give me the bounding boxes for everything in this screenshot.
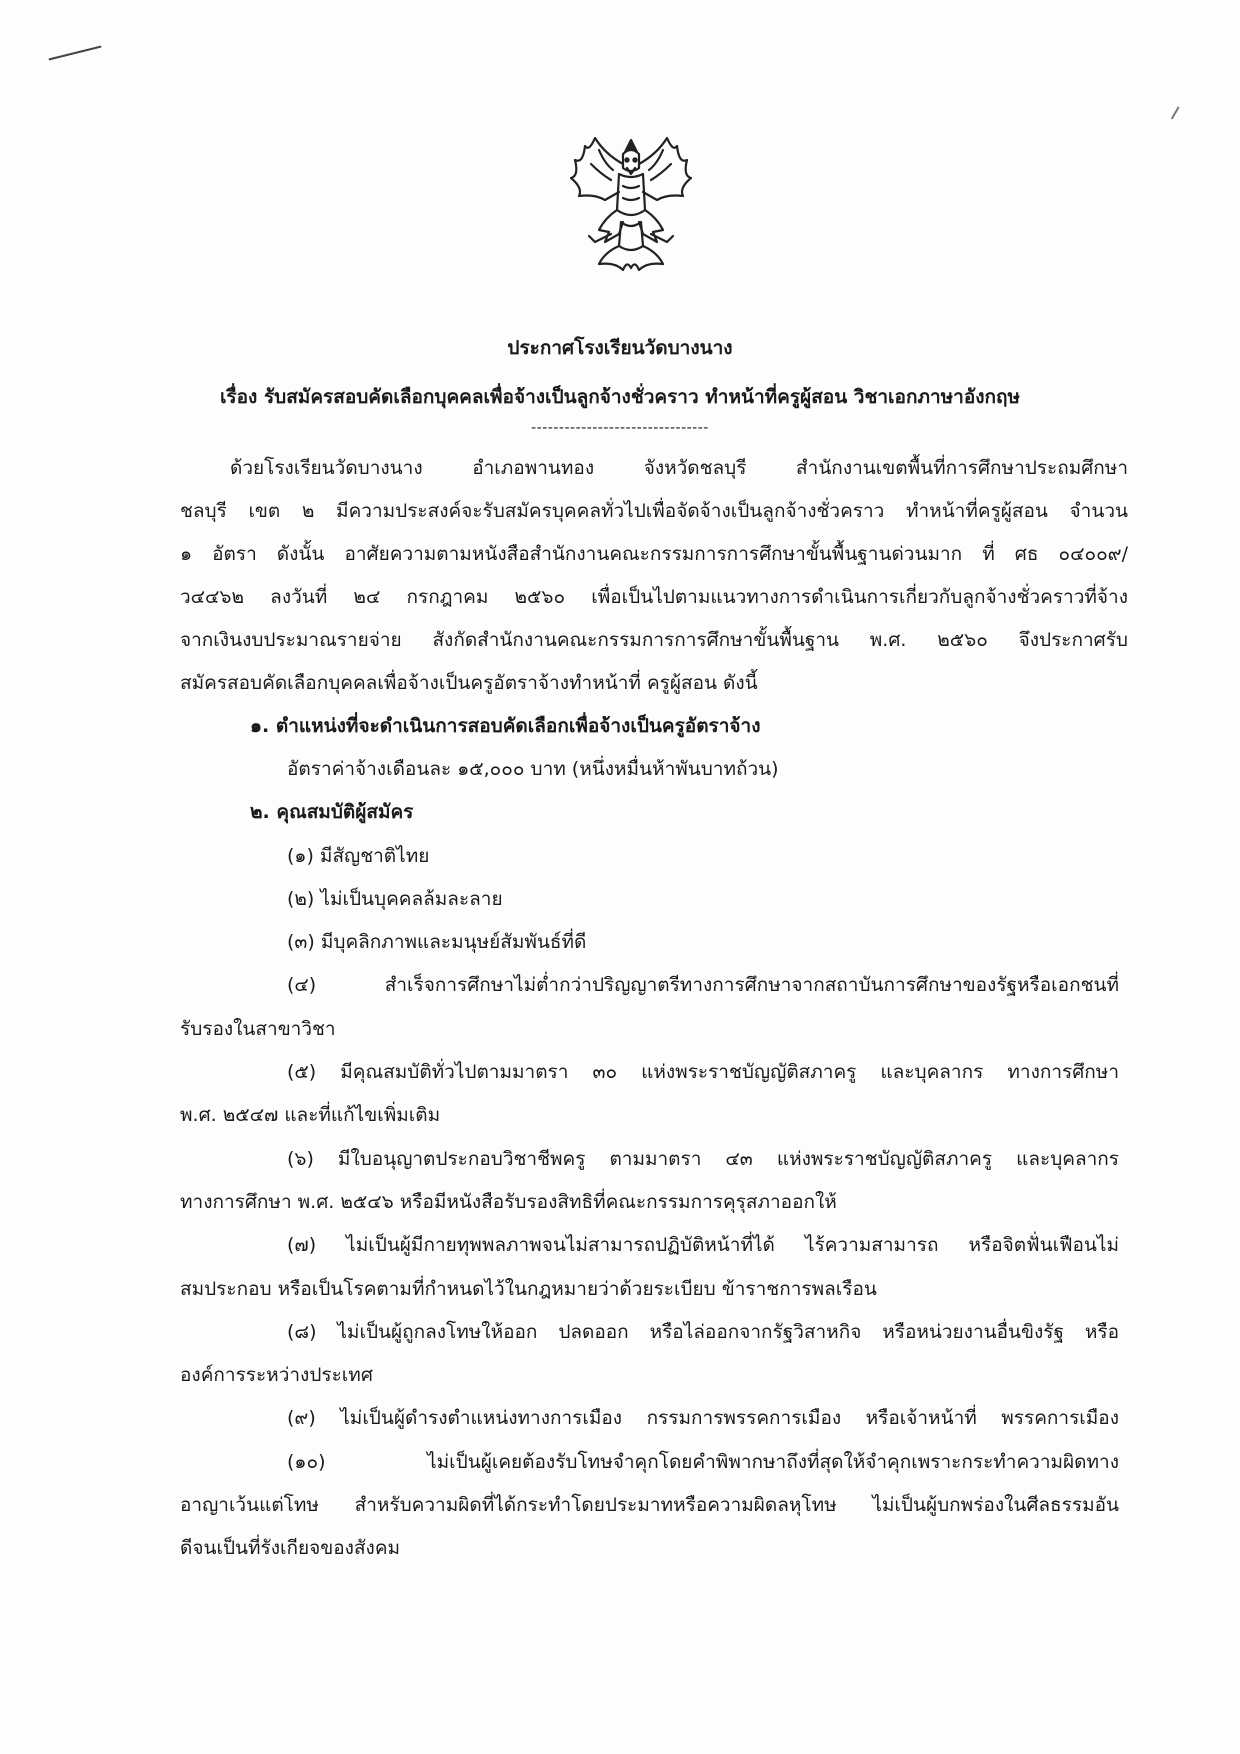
qualification-item: (๕) มีคุณสมบัติทั่วไปตามมาตรา ๓๐ แห่งพระราชบัญญัติสภาครู และบุคลากร ทางการศึกษา [287,1061,1119,1083]
title-divider: -------------------------------- [531,420,709,436]
qualification-item-cont: ดีจนเป็นที่รังเกียจของสังคม [180,1537,401,1559]
qualification-item: (๑) มีสัญชาติไทย [287,845,430,867]
qualification-item: (๔) สำเร็จการศึกษาไม่ต่ำกว่าปริญญาตรีทางการศึกษาจากสถาบันการศึกษาของรัฐหรือเอกชนที่ [287,974,1119,996]
intro-line: ว๔๔๖๒ ลงวันที่ ๒๔ กรกฎาคม ๒๕๖๐ เพื่อเป็นไปตามแนวทางการดำเนินการเกี่ยวกับลูกจ้างชั่วคราวที่จ้าง [180,586,1128,608]
document-title: ประกาศโรงเรียนวัดบางนาง [507,337,733,359]
scan-mark [49,45,102,60]
qualification-item-cont: รับรองในสาขาวิชา [180,1018,336,1040]
document-subject: เรื่อง รับสมัครสอบคัดเลือกบุคคลเพื่อจ้างเป็นลูกจ้างชั่วคราว ทำหน้าที่ครูผู้สอน วิชาเอกภาษาอังกฤษ [219,386,1021,408]
qualification-item-cont: สมประกอบ หรือเป็นโรคตามที่กำหนดไว้ในกฎหมายว่าด้วยระเบียบ ข้าราชการพลเรือน [180,1278,877,1300]
qualification-item-cont: องค์การระหว่างประเทศ [180,1364,373,1386]
qualification-item: (๓) มีบุคลิกภาพและมนุษย์สัมพันธ์ที่ดี [287,931,587,953]
intro-line: ด้วยโรงเรียนวัดบางนาง อำเภอพานทอง จังหวัดชลบุรี สำนักงานเขตพื้นที่การศึกษาประถมศึกษา [230,457,1128,479]
intro-line: สมัครสอบคัดเลือกบุคคลเพื่อจ้างเป็นครูอัตราจ้างทำหน้าที่ ครูผู้สอน ดังนี้ [180,672,758,694]
qualification-item-cont: อาญาเว้นแต่โทษ สำหรับความผิดที่ได้กระทำโดยประมาทหรือความผิดลหุโทษ ไม่เป็นผู้บกพร่องในศีลธรรมอัน [180,1494,1119,1516]
section-1-heading: ๑. ตำแหน่งที่จะดำเนินการสอบคัดเลือกเพื่อจ้างเป็นครูอัตราจ้าง [250,715,761,737]
intro-line: จากเงินงบประมาณรายจ่าย สังกัดสำนักงานคณะกรรมการการศึกษาขั้นพื้นฐาน พ.ศ. ๒๕๖๐ จึงประกาศรับ [180,629,1128,651]
qualification-item: (๙) ไม่เป็นผู้ดำรงตำแหน่งทางการเมือง กรรมการพรรคการเมือง หรือเจ้าหน้าที่ พรรคการเมือง [287,1407,1119,1429]
wage-text: อัตราค่าจ้างเดือนละ ๑๕,๐๐๐ บาท (หนึ่งหมื่นห้าพันบาทถ้วน) [287,758,779,780]
qualification-item-cont: ทางการศึกษา พ.ศ. ๒๕๔๖ หรือมีหนังสือรับรองสิทธิที่คณะกรรมการคุรุสภาออกให้ [180,1191,837,1213]
intro-line: ๑ อัตรา ดังนั้น อาศัยความตามหนังสือสำนักงานคณะกรรมการการศึกษาขั้นพื้นฐานด่วนมาก ที่ ศธ ๐๔๐๐๙/ [180,543,1128,565]
qualification-item: (๖) มีใบอนุญาตประกอบวิชาชีพครู ตามมาตรา ๔๓ แห่งพระราชบัญญัติสภาครู และบุคลากร [287,1148,1119,1170]
qualification-item: (๑๐) ไม่เป็นผู้เคยต้องรับโทษจำคุกโดยคำพิพากษาถึงที่สุดให้จำคุกเพราะกระทำความผิดทาง [287,1451,1119,1473]
garuda-emblem-icon [565,130,697,280]
section-2-heading: ๒. คุณสมบัติผู้สมัคร [250,801,414,823]
qualification-item: (๘) ไม่เป็นผู้ถูกลงโทษให้ออก ปลดออก หรือไล่ออกจากรัฐวิสาหกิจ หรือหน่วยงานอื่นขิงรัฐ หรือ [287,1321,1119,1343]
intro-line: ชลบุรี เขต ๒ มีความประสงค์จะรับสมัครบุคคลทั่วไปเพื่อจัดจ้างเป็นลูกจ้างชั่วคราว ทำหน้าที่ครูผู้สอน จำนวน [180,500,1128,522]
qualification-item-cont: พ.ศ. ๒๕๔๗ และที่แก้ไขเพิ่มเติม [180,1104,441,1126]
qualification-item: (๒) ไม่เป็นบุคคลล้มละลาย [287,888,503,910]
qualification-item: (๗) ไม่เป็นผู้มีกายทุพพลภาพจนไม่สามารถปฏิบัติหน้าที่ได้ ไร้ความสามารถ หรือจิตฟั่นเฟือนไม่ [287,1234,1119,1256]
scan-mark [1171,106,1179,119]
